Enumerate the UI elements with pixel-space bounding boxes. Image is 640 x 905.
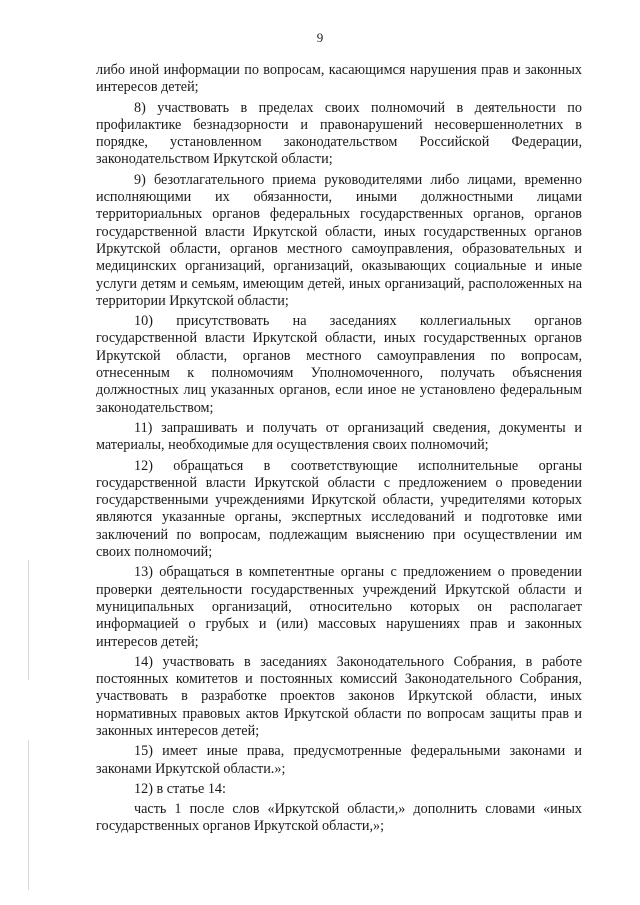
paragraph-continuation: либо иной информации по вопросам, касающимся нарушения прав и законных интересов детей; (96, 62, 582, 96)
paragraph-article-14-heading: 12) в статье 14: (134, 780, 226, 797)
scan-margin-line (28, 740, 29, 890)
paragraph-part-1-amendment: часть 1 после слов «Иркутской области,» дополнить словами «иных государственных органов Иркутской области,»; (96, 801, 582, 835)
paragraph-item-9: 9) безотлагательного приема руководителями либо лицами, временно исполняющими их обязанности, иными должностными лицами территориальных органов федеральных государственных органов, органов государственной власти Иркутской области, иных государственных органов Иркутской области, органов местного самоуправления, образовательных и медицинских организаций, организаций, оказывающих социальные и иные услуги детям и семьям, имеющим детей, иных организаций, расположенных на территории Иркутской области; (96, 171, 582, 309)
paragraph-item-10: 10) присутствовать на заседаниях коллегиальных органов государственной власти Иркутской области, иных государственных органов Иркутской области, органов местного самоуправления по вопросам, отнесенным к полномочиям Уполномоченного, получать объяснения должностных лиц указанных органов, если иное не установлено федеральным законодательством; (96, 313, 582, 416)
paragraph-item-8: 8) участвовать в пределах своих полномочий в деятельности по профилактике безнадзорности и правонарушений несовершеннолетних в порядке, установленном законодательством Российской Федерации, законодательством Иркутской области; (96, 99, 582, 168)
page-number: 9 (316, 30, 324, 45)
paragraph-item-13: 13) обращаться в компетентные органы с предложением о проведении проверки деятельности государственных учреждений Иркутской области и муниципальных организаций, относительно которых он располагает информацией о грубых и (или) массовых нарушениях прав и законных интересов детей; (96, 564, 582, 650)
paragraph-item-14: 14) участвовать в заседаниях Законодательного Собрания, в работе постоянных комитетов и постоянных комиссий Законодательного Собрания, участвовать в разработке проектов законов Иркутской области, иных нормативных правовых актов Иркутской области по вопросам защиты прав и законных интересов детей; (96, 653, 582, 739)
scan-margin-line (28, 560, 29, 680)
paragraph-item-15: 15) имеет иные права, предусмотренные федеральными законами и законами Иркутской области.»; (96, 743, 582, 777)
paragraph-item-11: 11) запрашивать и получать от организаций сведения, документы и материалы, необходимые для осуществления своих полномочий; (96, 419, 582, 454)
paragraph-item-12: 12) обращаться в соответствующие исполнительные органы государственной власти Иркутской области с предложением о проведении государственными учреждениями Иркутской области, учредителями которых являются указанные органы, экспертных исследований и подготовке ими заключений по вопросам, подлежащим выяснению при осуществлении им своих полномочий; (96, 457, 582, 561)
document-body (96, 62, 582, 839)
